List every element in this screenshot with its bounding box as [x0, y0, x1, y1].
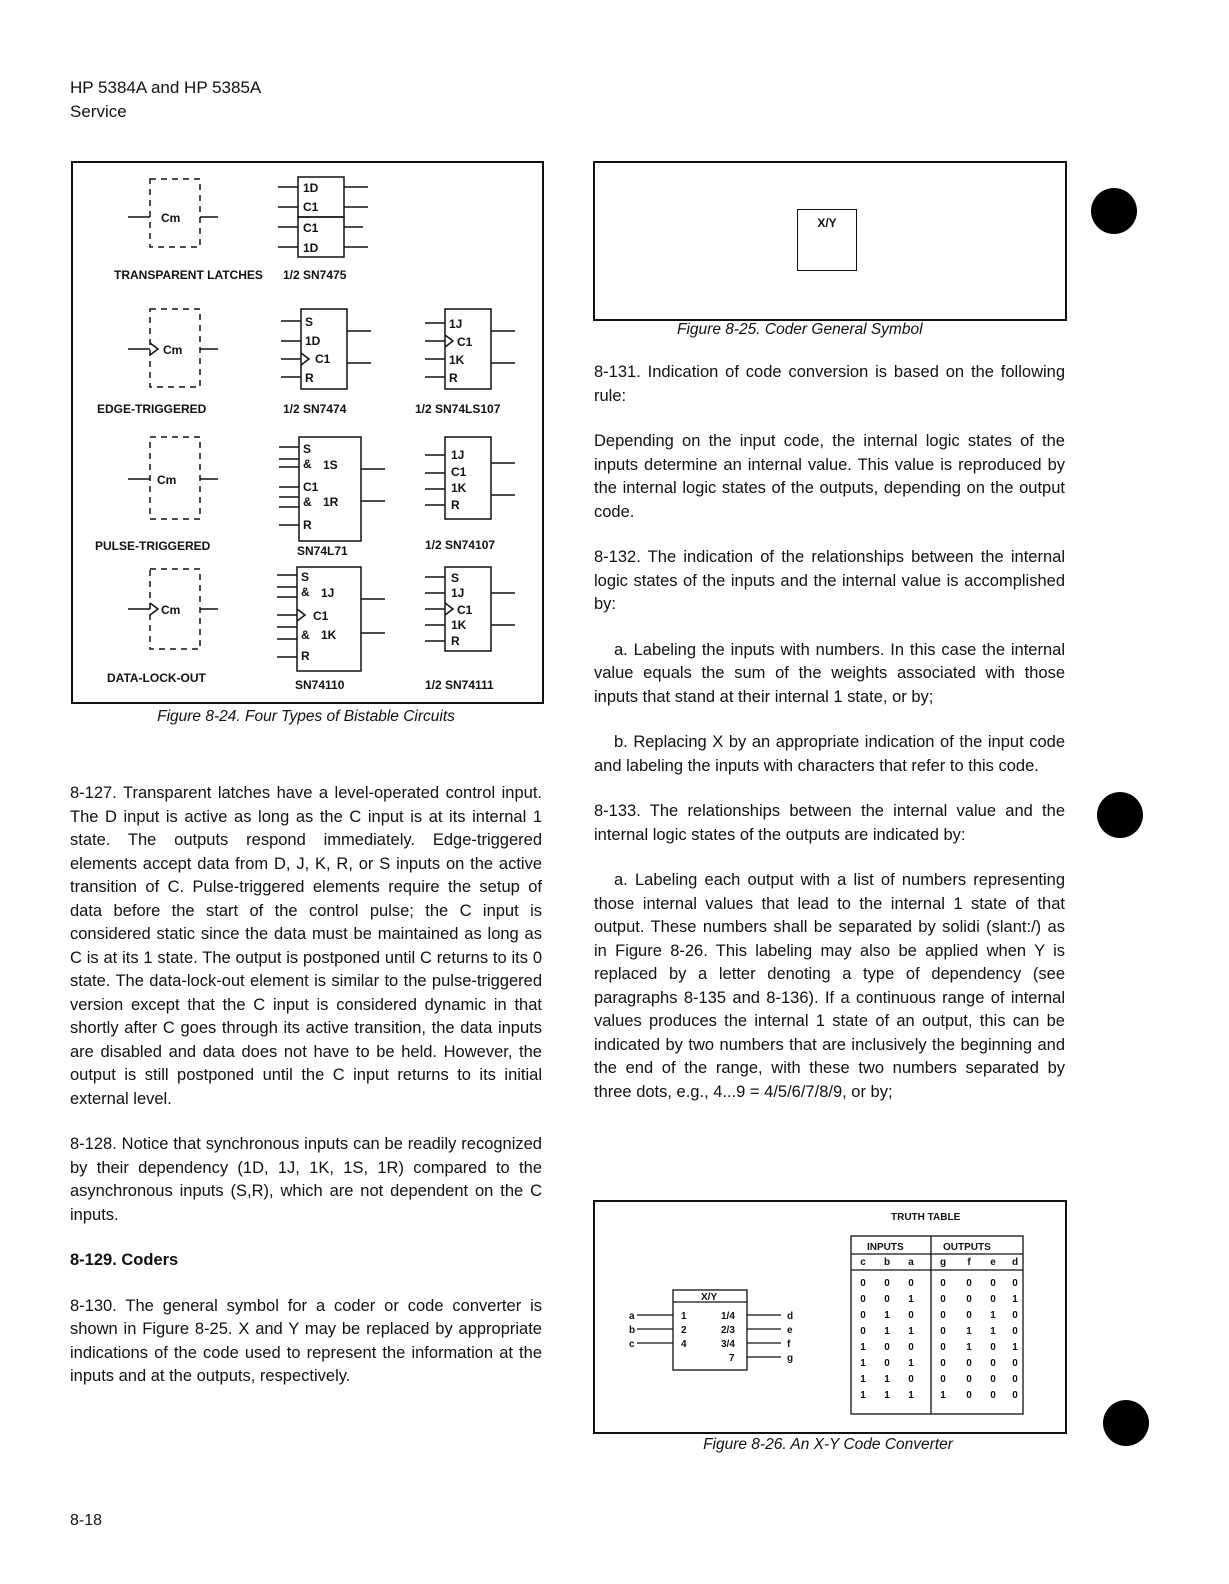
- truth-table-cell: 0: [966, 1390, 972, 1401]
- svg-text:c: c: [629, 1339, 635, 1350]
- truth-table-cell: 1: [884, 1310, 890, 1321]
- truth-table-cell: 0: [940, 1294, 946, 1305]
- figure-8-26-caption: Figure 8-26. An X-Y Code Converter: [703, 1436, 953, 1453]
- truth-table-cell: 1: [966, 1342, 972, 1353]
- truth-table-cell: 0: [940, 1374, 946, 1385]
- svg-text:1D: 1D: [303, 241, 319, 255]
- truth-table-cell: 0: [884, 1278, 890, 1289]
- svg-text:Cm: Cm: [163, 343, 183, 357]
- truth-table-cell: 1: [884, 1326, 890, 1337]
- truth-table-cell: 1: [860, 1358, 866, 1369]
- truth-table-cell: 0: [1012, 1278, 1018, 1289]
- paragraph-8-132: 8-132. The indication of the relationships between the internal logic states of the inputs and the internal value is accomplished by:: [594, 548, 1065, 613]
- svg-text:R: R: [451, 634, 460, 648]
- figure-8-25-caption: Figure 8-25. Coder General Symbol: [677, 321, 923, 338]
- paragraph-8-133: 8-133. The relationships between the internal value and the internal logic states of the outputs are indicated by:: [594, 802, 1065, 844]
- truth-table-header-f: f: [967, 1257, 971, 1268]
- truth-table-cell: 0: [860, 1326, 866, 1337]
- part-label-sn74ls107: 1/2 SN74LS107: [415, 402, 501, 416]
- svg-text:Cm: Cm: [157, 473, 177, 487]
- paragraph-8-131: 8-131. Indication of code conversion is based on the following rule:: [594, 363, 1065, 405]
- svg-text:1/4: 1/4: [721, 1311, 735, 1322]
- sn7475-symbol: [278, 177, 368, 257]
- truth-table-cell: 0: [940, 1326, 946, 1337]
- svg-text:g: g: [787, 1353, 794, 1364]
- truth-table-cell: 0: [1012, 1310, 1018, 1321]
- type-label-datalockout: DATA-LOCK-OUT: [107, 671, 206, 685]
- type-label-pulse: PULSE-TRIGGERED: [95, 539, 211, 553]
- svg-text:1K: 1K: [321, 628, 337, 642]
- figure-8-26: [593, 1200, 1067, 1434]
- type-label-transparent: TRANSPARENT LATCHES: [114, 268, 263, 282]
- truth-table-cell: 1: [908, 1294, 914, 1305]
- truth-table-cell: 0: [908, 1374, 914, 1385]
- truth-table-cell: 0: [908, 1310, 914, 1321]
- truth-table-cell: 0: [990, 1374, 996, 1385]
- truth-table-header-c: c: [860, 1257, 866, 1268]
- truth-table-header-e: e: [990, 1257, 996, 1268]
- truth-table-cell: 1: [990, 1310, 996, 1321]
- truth-table-cell: 1: [860, 1342, 866, 1353]
- svg-text:S: S: [303, 442, 312, 456]
- sn7474-symbol: [281, 309, 371, 389]
- sn74111-symbol: [425, 567, 515, 651]
- truth-table-cell: 0: [1012, 1326, 1018, 1337]
- svg-text:3/4: 3/4: [721, 1339, 735, 1350]
- truth-table-cell: 1: [860, 1374, 866, 1385]
- svg-text:1K: 1K: [449, 353, 465, 367]
- truth-table-cell: 0: [966, 1374, 972, 1385]
- header-title: HP 5384A and HP 5385A: [70, 78, 262, 97]
- svg-text:C1: C1: [315, 352, 331, 366]
- paragraph-8-130: 8-130. The general symbol for a coder or code converter is shown in Figure 8-25. X and Y may be replaced by appropriate indications of the code used to represent the information at the inputs and at the outputs, respectively.: [70, 1296, 542, 1385]
- svg-text:C1: C1: [303, 200, 319, 214]
- svg-text:R: R: [301, 649, 310, 663]
- svg-text:7: 7: [729, 1353, 735, 1364]
- truth-table-cell: 0: [940, 1358, 946, 1369]
- coder-symbol: [797, 209, 857, 271]
- figure-8-24-caption: Figure 8-24. Four Types of Bistable Circuits: [157, 708, 455, 725]
- truth-table-cell: 1: [990, 1326, 996, 1337]
- svg-text:e: e: [787, 1325, 793, 1336]
- truth-table-cell: 0: [940, 1278, 946, 1289]
- svg-text:S: S: [305, 315, 314, 329]
- truth-table-cell: 0: [860, 1294, 866, 1305]
- converter-outputs: [721, 1311, 793, 1364]
- truth-table-cell: 0: [1012, 1374, 1018, 1385]
- svg-text:1D: 1D: [305, 334, 321, 348]
- svg-text:1J: 1J: [451, 586, 465, 600]
- svg-text:R: R: [449, 371, 458, 385]
- right-column: [594, 361, 1065, 1126]
- svg-text:&: &: [301, 585, 310, 599]
- truth-table-cell: 0: [990, 1278, 996, 1289]
- svg-text:1R: 1R: [323, 495, 339, 509]
- svg-text:a: a: [629, 1311, 635, 1322]
- figure-8-24: [71, 161, 544, 704]
- truth-table-cell: 1: [908, 1326, 914, 1337]
- pulse-general-symbol: [128, 437, 218, 519]
- truth-table-cell: 0: [966, 1294, 972, 1305]
- svg-text:C1: C1: [313, 609, 329, 623]
- truth-table-cell: 0: [884, 1358, 890, 1369]
- binder-hole-top: [1091, 188, 1137, 234]
- rule-quote: Depending on the input code, the internal logic states of the inputs determine an internal value. This value is reproduced by the internal logic states of the outputs, depending on the output code.: [594, 432, 1065, 521]
- header-section: Service: [70, 102, 127, 121]
- svg-text:&: &: [301, 628, 310, 642]
- coder-symbol-label: X/Y: [817, 216, 837, 230]
- svg-text:R: R: [303, 518, 312, 532]
- svg-text:R: R: [305, 371, 314, 385]
- svg-text:1K: 1K: [451, 618, 467, 632]
- truth-table-cell: 0: [1012, 1358, 1018, 1369]
- page-number: 8-18: [70, 1512, 103, 1529]
- truth-table-cell: 0: [966, 1278, 972, 1289]
- truth-table-cell: 0: [990, 1358, 996, 1369]
- datalockout-general-symbol: [128, 569, 218, 649]
- svg-text:C1: C1: [457, 603, 473, 617]
- edge-general-symbol: [128, 309, 218, 387]
- binder-hole-middle: [1097, 792, 1143, 838]
- binder-hole-bottom: [1103, 1400, 1149, 1446]
- svg-text:1K: 1K: [451, 481, 467, 495]
- figure-8-25: [593, 161, 1067, 321]
- type-label-edge: EDGE-TRIGGERED: [97, 402, 207, 416]
- part-label-sn74110: SN74110: [295, 678, 345, 692]
- section-heading-coders: 8-129. Coders: [70, 1251, 179, 1269]
- block-label: X/Y: [701, 1292, 718, 1303]
- truth-table-cell: 1: [1012, 1342, 1018, 1353]
- part-label-sn74107: 1/2 SN74107: [425, 538, 496, 552]
- truth-table-cell: 0: [860, 1310, 866, 1321]
- sn74ls107-symbol: [425, 309, 515, 389]
- outputs-header: OUTPUTS: [943, 1242, 991, 1253]
- truth-table-cell: 1: [940, 1390, 946, 1401]
- svg-text:2/3: 2/3: [721, 1325, 735, 1336]
- running-header: [70, 76, 261, 124]
- truth-table-header-d: d: [1011, 1257, 1019, 1268]
- converter-inputs: [629, 1311, 687, 1350]
- sn74l71-symbol: [279, 437, 385, 541]
- bistable-circuits-diagram: [73, 163, 542, 702]
- part-label-sn7475: 1/2 SN7475: [283, 268, 347, 282]
- truth-table-cell: 0: [940, 1342, 946, 1353]
- latch-general-symbol: [128, 179, 218, 247]
- svg-text:S: S: [451, 571, 460, 585]
- svg-text:1: 1: [681, 1311, 687, 1322]
- paragraph-8-128: 8-128. Notice that synchronous inputs can be readily recognized by their dependency (1D, 1J, 1K, 1S, 1R) compared to the asynchronous inputs (S,R), which are not dependent on the C inputs.: [70, 1135, 542, 1224]
- svg-text:C1: C1: [457, 335, 473, 349]
- svg-text:1J: 1J: [449, 317, 463, 331]
- left-column: [70, 782, 542, 1411]
- truth-table-cell: 0: [884, 1294, 890, 1305]
- svg-text:C1: C1: [303, 480, 319, 494]
- svg-text:f: f: [787, 1339, 791, 1350]
- svg-text:1J: 1J: [321, 586, 335, 600]
- xy-code-converter-diagram: [595, 1202, 1065, 1432]
- svg-text:4: 4: [681, 1339, 687, 1350]
- truth-table-title: TRUTH TABLE: [891, 1212, 961, 1223]
- svg-text:1D: 1D: [303, 181, 319, 195]
- sn74110-symbol: [277, 567, 385, 671]
- svg-text:2: 2: [681, 1325, 687, 1336]
- svg-text:b: b: [629, 1325, 636, 1336]
- truth-table-cell: 1: [884, 1374, 890, 1385]
- inputs-header: INPUTS: [867, 1242, 904, 1253]
- truth-table-cell: 1: [884, 1390, 890, 1401]
- truth-table-cell: 1: [908, 1358, 914, 1369]
- truth-table-cell: 0: [884, 1342, 890, 1353]
- truth-table-body: [860, 1257, 1018, 1401]
- truth-table-cell: 1: [860, 1390, 866, 1401]
- truth-table-cell: 0: [908, 1342, 914, 1353]
- svg-text:d: d: [787, 1311, 794, 1322]
- truth-table-cell: 0: [990, 1294, 996, 1305]
- truth-table-cell: 0: [940, 1310, 946, 1321]
- svg-text:R: R: [451, 498, 460, 512]
- paragraph-8-133a: a. Labeling each output with a list of numbers representing those internal values that lead to the internal 1 state of that output. These numbers shall be separated by solidi (slant:/) as in Figure 8-26. This labeling may also be applied when Y is replaced by a letter denoting a type of dependency (see paragraphs 8-135 and 8-136). If a continuous range of internal values produces the internal 1 state of an output, this can be indicated by two numbers that are inclusively the beginning and the end of the range, with these two numbers separated by three dots, e.g., 4...9 = 4/5/6/7/8/9, or by;: [594, 871, 1065, 1101]
- paragraph-8-132a: a. Labeling the inputs with numbers. In this case the internal value equals the sum of the weights associated with those inputs that stand at their internal 1 state, or by;: [594, 640, 1065, 706]
- truth-table-cell: 0: [860, 1278, 866, 1289]
- sn74107-symbol: [425, 437, 515, 519]
- svg-text:Cm: Cm: [161, 603, 181, 617]
- truth-table-cell: 0: [966, 1310, 972, 1321]
- truth-table-cell: 0: [1012, 1390, 1018, 1401]
- truth-table-header-g: g: [939, 1257, 947, 1268]
- svg-text:C1: C1: [303, 221, 319, 235]
- truth-table-cell: 0: [908, 1278, 914, 1289]
- cm-label: Cm: [161, 211, 181, 225]
- truth-table-cell: 1: [966, 1326, 972, 1337]
- part-label-sn74l71: SN74L71: [297, 544, 348, 558]
- paragraph-8-127: 8-127. Transparent latches have a level-operated control input. The D input is active as long as the C input is at its internal 1 state. The outputs respond immediately. Edge-triggered elements accept data from D, J, K, R, or S inputs on the active transition of C. Pulse-triggered elements require the setup of data before the start of the control pulse; the C input is considered static since the data must be maintained as long as C is at its 1 state. The output is postponed until C returns to its 0 state. The data-lock-out element is similar to the pulse-triggered version except that the C input is considered dynamic in that shortly after C goes through its active transition, the data inputs are disabled and data does not have to be held. However, the output is still postponed until the C input returns to its initial external level.: [70, 784, 542, 1108]
- paragraph-8-132b: b. Replacing X by an appropriate indication of the input code and labeling the inputs with characters that refer to this code.: [594, 733, 1065, 775]
- svg-text:S: S: [301, 570, 310, 584]
- truth-table-header-a: a: [908, 1257, 914, 1268]
- part-label-sn7474: 1/2 SN7474: [283, 402, 347, 416]
- truth-table-cell: 1: [908, 1390, 914, 1401]
- truth-table-cell: 0: [990, 1390, 996, 1401]
- svg-text:&: &: [303, 457, 312, 471]
- part-label-sn74111: 1/2 SN74111: [425, 678, 494, 692]
- svg-text:&: &: [303, 495, 312, 509]
- svg-text:1J: 1J: [451, 448, 465, 462]
- svg-text:1S: 1S: [323, 458, 338, 472]
- svg-text:C1: C1: [451, 465, 467, 479]
- truth-table-header-b: b: [883, 1257, 891, 1268]
- truth-table-cell: 0: [966, 1358, 972, 1369]
- truth-table-cell: 0: [990, 1342, 996, 1353]
- truth-table-cell: 1: [1012, 1294, 1018, 1305]
